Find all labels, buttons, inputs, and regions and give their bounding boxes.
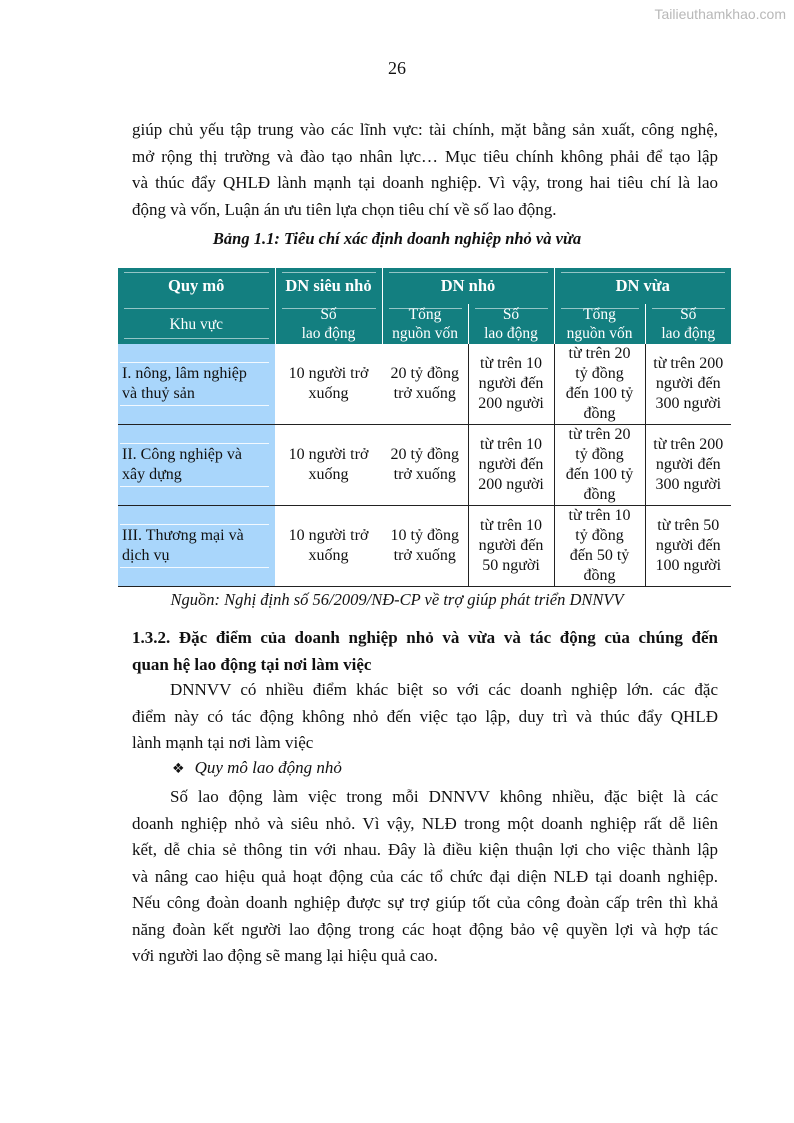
header-micro-labor: Số lao động <box>275 304 382 344</box>
bullet-text: Quy mô lao động nhỏ <box>194 758 342 777</box>
micro-labor-cell: 10 người trở xuống <box>275 506 382 587</box>
header-medium-capital: Tổng nguồn vốn <box>554 304 645 344</box>
text-line: DNNVV có nhiều điểm khác biệt so với các doanh nghiệp lớn. các đặc <box>170 680 718 699</box>
header-small: DN nhỏ <box>382 268 554 304</box>
header-small-capital: Tổng nguồn vốn <box>382 304 468 344</box>
heading-line: 1.3.2. Đặc điểm của doanh nghiệp nhỏ và vừa và tác động của chúng đến <box>132 628 718 647</box>
heading-line: quan hệ lao động tại nơi làm việc <box>132 655 372 674</box>
table-row <box>118 425 731 506</box>
header-medium: DN vừa <box>554 268 731 304</box>
text-line: điểm này có tác động không nhỏ đến việc tạo lập, duy trì và thúc đẩy QHLĐ <box>132 706 718 726</box>
sector-cell: II. Công nghiệp và xây dựng <box>118 425 275 506</box>
small-labor-cell: từ trên 10 người đến 200 người <box>468 425 554 506</box>
header-micro: DN siêu nhỏ <box>275 268 382 304</box>
medium-labor-cell: từ trên 50 người đến 100 người <box>645 506 731 587</box>
text-line: lành mạnh tại nơi làm việc <box>132 733 314 752</box>
watermark: Tailieuthamkhao.com <box>654 6 786 22</box>
sector-cell: III. Thương mại và dịch vụ <box>118 506 275 587</box>
table-caption: Bảng 1.1: Tiêu chí xác định doanh nghiệp nhỏ và vừa <box>212 229 582 248</box>
medium-capital-cell: từ trên 10 tỷ đồng đến 50 tỷ đồng <box>554 506 645 587</box>
intro-paragraph <box>132 117 718 223</box>
text-line: và thúc đẩy QHLĐ lành mạnh tại doanh nghiệp. Vì vậy, trong hai tiêu chí là lao <box>132 173 718 192</box>
text-line: Số lao động làm việc trong mỗi DNNVV không nhiều, đặc biệt là các <box>170 787 718 806</box>
bullet-small-labor-scale <box>172 758 342 778</box>
medium-labor-cell: từ trên 200 người đến 300 người <box>645 344 731 425</box>
micro-labor-cell: 10 người trở xuống <box>275 344 382 425</box>
diamond-bullet-icon: ❖ <box>172 761 185 777</box>
paragraph-differences <box>132 677 718 757</box>
micro-labor-cell: 10 người trở xuống <box>275 425 382 506</box>
table-row <box>118 344 731 425</box>
small-capital-cell: 10 tỷ đồng trở xuống <box>382 506 468 587</box>
text-line: mở rộng thị trường và đào tạo nhân lực… Mục tiêu chính không phải để tạo lập <box>132 146 718 166</box>
paragraph-labor-scale <box>132 784 718 970</box>
sme-criteria-table <box>118 268 731 587</box>
medium-capital-cell: từ trên 20 tỷ đồng đến 100 tỷ đồng <box>554 425 645 506</box>
text-line: năng đoàn kết người lao động trong các hoạt động bảo vệ quyền lợi và hợp tác <box>132 919 718 939</box>
text-line: Nếu công đoàn doanh nghiệp được sự trợ giúp tốt của công đoàn cấp trên thì khả <box>132 893 718 912</box>
text-line: và nâng cao hiệu quả hoạt động của các tổ chức đại diện NLĐ tại doanh nghiệp. <box>132 866 718 886</box>
text-line: động và vốn, Luận án ưu tiên lựa chọn tiêu chí về số lao động. <box>132 199 557 219</box>
medium-labor-cell: từ trên 200 người đến 300 người <box>645 425 731 506</box>
page-number: 26 <box>388 58 406 78</box>
text-line: kết, dễ chia sẻ thông tin với nhau. Đây là điều kiện thuận lợi cho việc thành lập <box>132 840 718 859</box>
section-heading <box>132 624 718 678</box>
text-line: với người lao động sẽ mang lại hiệu quả cao. <box>132 946 438 965</box>
small-labor-cell: từ trên 10 người đến 200 người <box>468 344 554 425</box>
header-medium-labor: Số lao động <box>645 304 731 344</box>
header-small-labor: Số lao động <box>468 304 554 344</box>
text-line: giúp chủ yếu tập trung vào các lĩnh vực: tài chính, mặt bằng sản xuất, công nghệ, <box>132 120 718 139</box>
table-source-note: Nguồn: Nghị định số 56/2009/NĐ-CP về trợ giúp phát triển DNNVV <box>170 590 624 609</box>
sector-cell: I. nông, lâm nghiệp và thuỷ sản <box>118 344 275 425</box>
small-capital-cell: 20 tỷ đồng trở xuống <box>382 425 468 506</box>
medium-capital-cell: từ trên 20 tỷ đồng đến 100 tỷ đồng <box>554 344 645 425</box>
small-labor-cell: từ trên 10 người đến 50 người <box>468 506 554 587</box>
table-row <box>118 506 731 587</box>
header-sector: Khu vực <box>118 304 275 344</box>
text-line: doanh nghiệp nhỏ và siêu nhỏ. Vì vậy, NLĐ trong một doanh nghiệp rất dễ liên <box>132 813 718 833</box>
header-scale: Quy mô <box>118 268 275 304</box>
small-capital-cell: 20 tỷ đồng trở xuống <box>382 344 468 425</box>
